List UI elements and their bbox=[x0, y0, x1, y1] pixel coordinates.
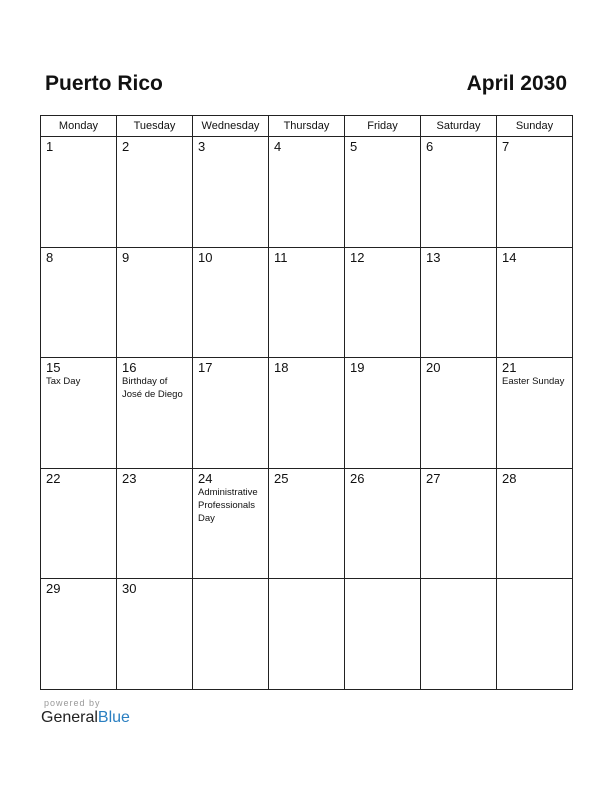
day-cell bbox=[345, 137, 421, 248]
day-cell bbox=[345, 468, 421, 579]
day-cell bbox=[41, 247, 117, 358]
day-cell bbox=[117, 358, 193, 469]
brand-logo bbox=[41, 709, 130, 727]
day-number: 20 bbox=[426, 360, 441, 375]
day-number: 26 bbox=[350, 470, 365, 486]
day-cell bbox=[193, 579, 269, 690]
day-number: 14 bbox=[502, 249, 517, 265]
holiday-label: Tax Day bbox=[46, 376, 81, 387]
day-cell bbox=[41, 358, 117, 469]
day-cell bbox=[421, 358, 497, 469]
week-row bbox=[41, 579, 573, 690]
day-number: 8 bbox=[46, 249, 54, 265]
day-cell bbox=[269, 137, 345, 248]
day-number: 15 bbox=[46, 360, 61, 375]
week-row bbox=[41, 358, 573, 469]
day-cell bbox=[421, 247, 497, 358]
day-cell bbox=[497, 247, 573, 358]
day-cell bbox=[497, 137, 573, 248]
brand-name-part1: General bbox=[41, 709, 98, 726]
day-cell bbox=[117, 247, 193, 358]
day-number: 29 bbox=[46, 581, 61, 596]
day-cell bbox=[41, 137, 117, 248]
day-cell bbox=[41, 468, 117, 579]
calendar-body bbox=[41, 137, 573, 690]
day-number: 18 bbox=[274, 360, 289, 375]
day-cell bbox=[497, 358, 573, 469]
brand-name-part2: Blue bbox=[97, 709, 130, 726]
holiday-label: Birthday of José de Diego bbox=[122, 376, 183, 400]
day-cell bbox=[269, 358, 345, 469]
week-row bbox=[41, 247, 573, 358]
holiday-label: Administrative Professionals Day bbox=[198, 486, 258, 524]
day-number: 12 bbox=[350, 249, 365, 265]
day-number: 3 bbox=[198, 139, 206, 154]
weekday-header-row bbox=[41, 116, 573, 137]
day-cell bbox=[345, 579, 421, 690]
weekday-header: Wednesday bbox=[193, 116, 269, 137]
day-number: 6 bbox=[426, 139, 434, 154]
day-number: 17 bbox=[198, 360, 213, 375]
day-number: 2 bbox=[122, 139, 130, 154]
day-cell bbox=[41, 579, 117, 690]
powered-by-text: powered by bbox=[44, 698, 101, 708]
calendar-grid bbox=[40, 115, 573, 690]
weekday-header: Saturday bbox=[421, 116, 497, 137]
week-row bbox=[41, 137, 573, 248]
weekday-header: Friday bbox=[345, 116, 421, 137]
day-number: 28 bbox=[502, 470, 517, 486]
month-title: April 2030 bbox=[466, 72, 567, 95]
weekday-header: Thursday bbox=[269, 116, 345, 137]
country-title: Puerto Rico bbox=[45, 72, 163, 95]
weekday-header: Tuesday bbox=[117, 116, 193, 137]
day-number: 24 bbox=[198, 470, 213, 486]
week-row bbox=[41, 468, 573, 579]
day-cell bbox=[193, 137, 269, 248]
day-number: 22 bbox=[46, 470, 61, 486]
day-cell bbox=[193, 358, 269, 469]
day-cell bbox=[421, 468, 497, 579]
day-cell bbox=[269, 468, 345, 579]
weekday-header: Monday bbox=[41, 116, 117, 137]
day-number: 5 bbox=[350, 139, 358, 154]
day-number: 10 bbox=[198, 249, 213, 265]
day-number: 27 bbox=[426, 470, 441, 486]
weekday-header: Sunday bbox=[497, 116, 573, 137]
day-number: 25 bbox=[274, 470, 289, 486]
day-cell bbox=[117, 468, 193, 579]
day-cell bbox=[269, 579, 345, 690]
day-cell bbox=[497, 468, 573, 579]
day-cell bbox=[497, 579, 573, 690]
day-number: 21 bbox=[502, 360, 517, 375]
day-cell bbox=[269, 247, 345, 358]
day-cell bbox=[421, 579, 497, 690]
day-cell bbox=[345, 247, 421, 358]
day-number: 16 bbox=[122, 360, 137, 375]
holiday-label: Easter Sunday bbox=[502, 376, 565, 387]
day-cell bbox=[117, 579, 193, 690]
day-number: 30 bbox=[122, 581, 137, 596]
day-number: 19 bbox=[350, 360, 365, 375]
day-cell bbox=[117, 137, 193, 248]
day-cell bbox=[193, 468, 269, 579]
day-number: 11 bbox=[274, 249, 288, 265]
day-cell bbox=[193, 247, 269, 358]
day-number: 4 bbox=[274, 139, 282, 154]
day-cell bbox=[345, 358, 421, 469]
day-cell bbox=[421, 137, 497, 248]
day-number: 1 bbox=[46, 139, 54, 154]
day-number: 13 bbox=[426, 249, 441, 265]
day-number: 7 bbox=[502, 139, 510, 154]
day-number: 23 bbox=[122, 470, 137, 486]
day-number: 9 bbox=[122, 249, 130, 265]
